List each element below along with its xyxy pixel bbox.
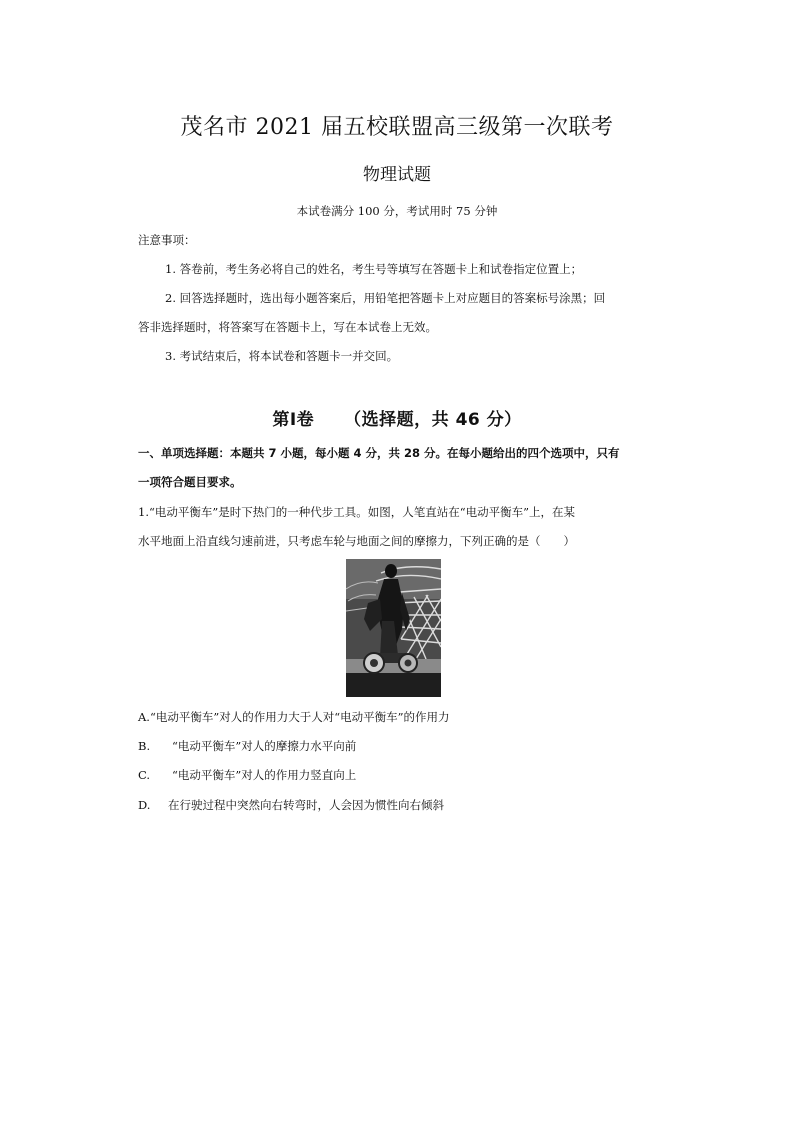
section-title-right: （选择题，共 46 分） <box>344 410 522 430</box>
section-instruction-line-1: 一、单项选择题：本题共 7 小题，每小题 4 分，共 28 分。在每小题给出的四个选项中，只有 <box>138 446 620 460</box>
exam-meta: 本试卷满分 100 分，考试用时 75 分钟 <box>296 204 498 218</box>
option-d-text: 在行驶过程中突然向右转弯时，人会因为惯性向右倾斜 <box>168 798 444 812</box>
question-1-stem-line-2: 水平地面上沿直线匀速前进，只考虑车轮与地面之间的摩擦力，下列正确的是（ ） <box>138 534 575 548</box>
question-1-stem-line-1: 1.“电动平衡车”是时下热门的一种代步工具。如图，人笔直站在“电动平衡车”上，在某 <box>138 505 575 519</box>
section-title <box>0 405 794 430</box>
section-title-left: 第Ⅰ卷 <box>272 410 315 430</box>
notice-item-2: 2. 回答选择题时，选出每小题答案后，用铅笔把答题卡上对应题目的答案标号涂黑；回 <box>165 291 606 305</box>
notice-item-2-continued: 答非选择题时，将答案写在答题卡上，写在本试卷上无效。 <box>138 320 437 334</box>
notice-heading: 注意事项： <box>138 233 196 247</box>
option-a-text: “电动平衡车”对人的作用力大于人对“电动平衡车”的作用力 <box>149 710 450 724</box>
option-d-label: D. <box>138 798 151 812</box>
exam-subject: 物理试题 <box>363 165 431 185</box>
question-1-option-a <box>138 709 449 725</box>
option-c-text: “电动平衡车”对人的作用力竖直向上 <box>172 768 357 782</box>
option-b-text: “电动平衡车”对人的摩擦力水平向前 <box>172 739 357 753</box>
section-instruction-line-2: 一项符合题目要求。 <box>138 475 242 489</box>
exam-title: 茂名市 2021 届五校联盟高三级第一次联考 <box>180 115 614 140</box>
option-a-label: A. <box>138 710 150 724</box>
option-c-label: C. <box>138 768 151 782</box>
question-1-option-c <box>138 767 356 783</box>
question-1-option-d <box>138 797 444 813</box>
notice-item-3: 3. 考试结束后，将本试卷和答题卡一并交回。 <box>165 349 399 363</box>
notice-item-1: 1. 答卷前，考生务必将自己的姓名，考生号等填写在答题卡上和试卷指定位置上； <box>165 262 583 276</box>
question-1-option-b <box>138 738 356 754</box>
option-b-label: B. <box>138 739 151 753</box>
balance-scooter-photo <box>346 559 441 697</box>
